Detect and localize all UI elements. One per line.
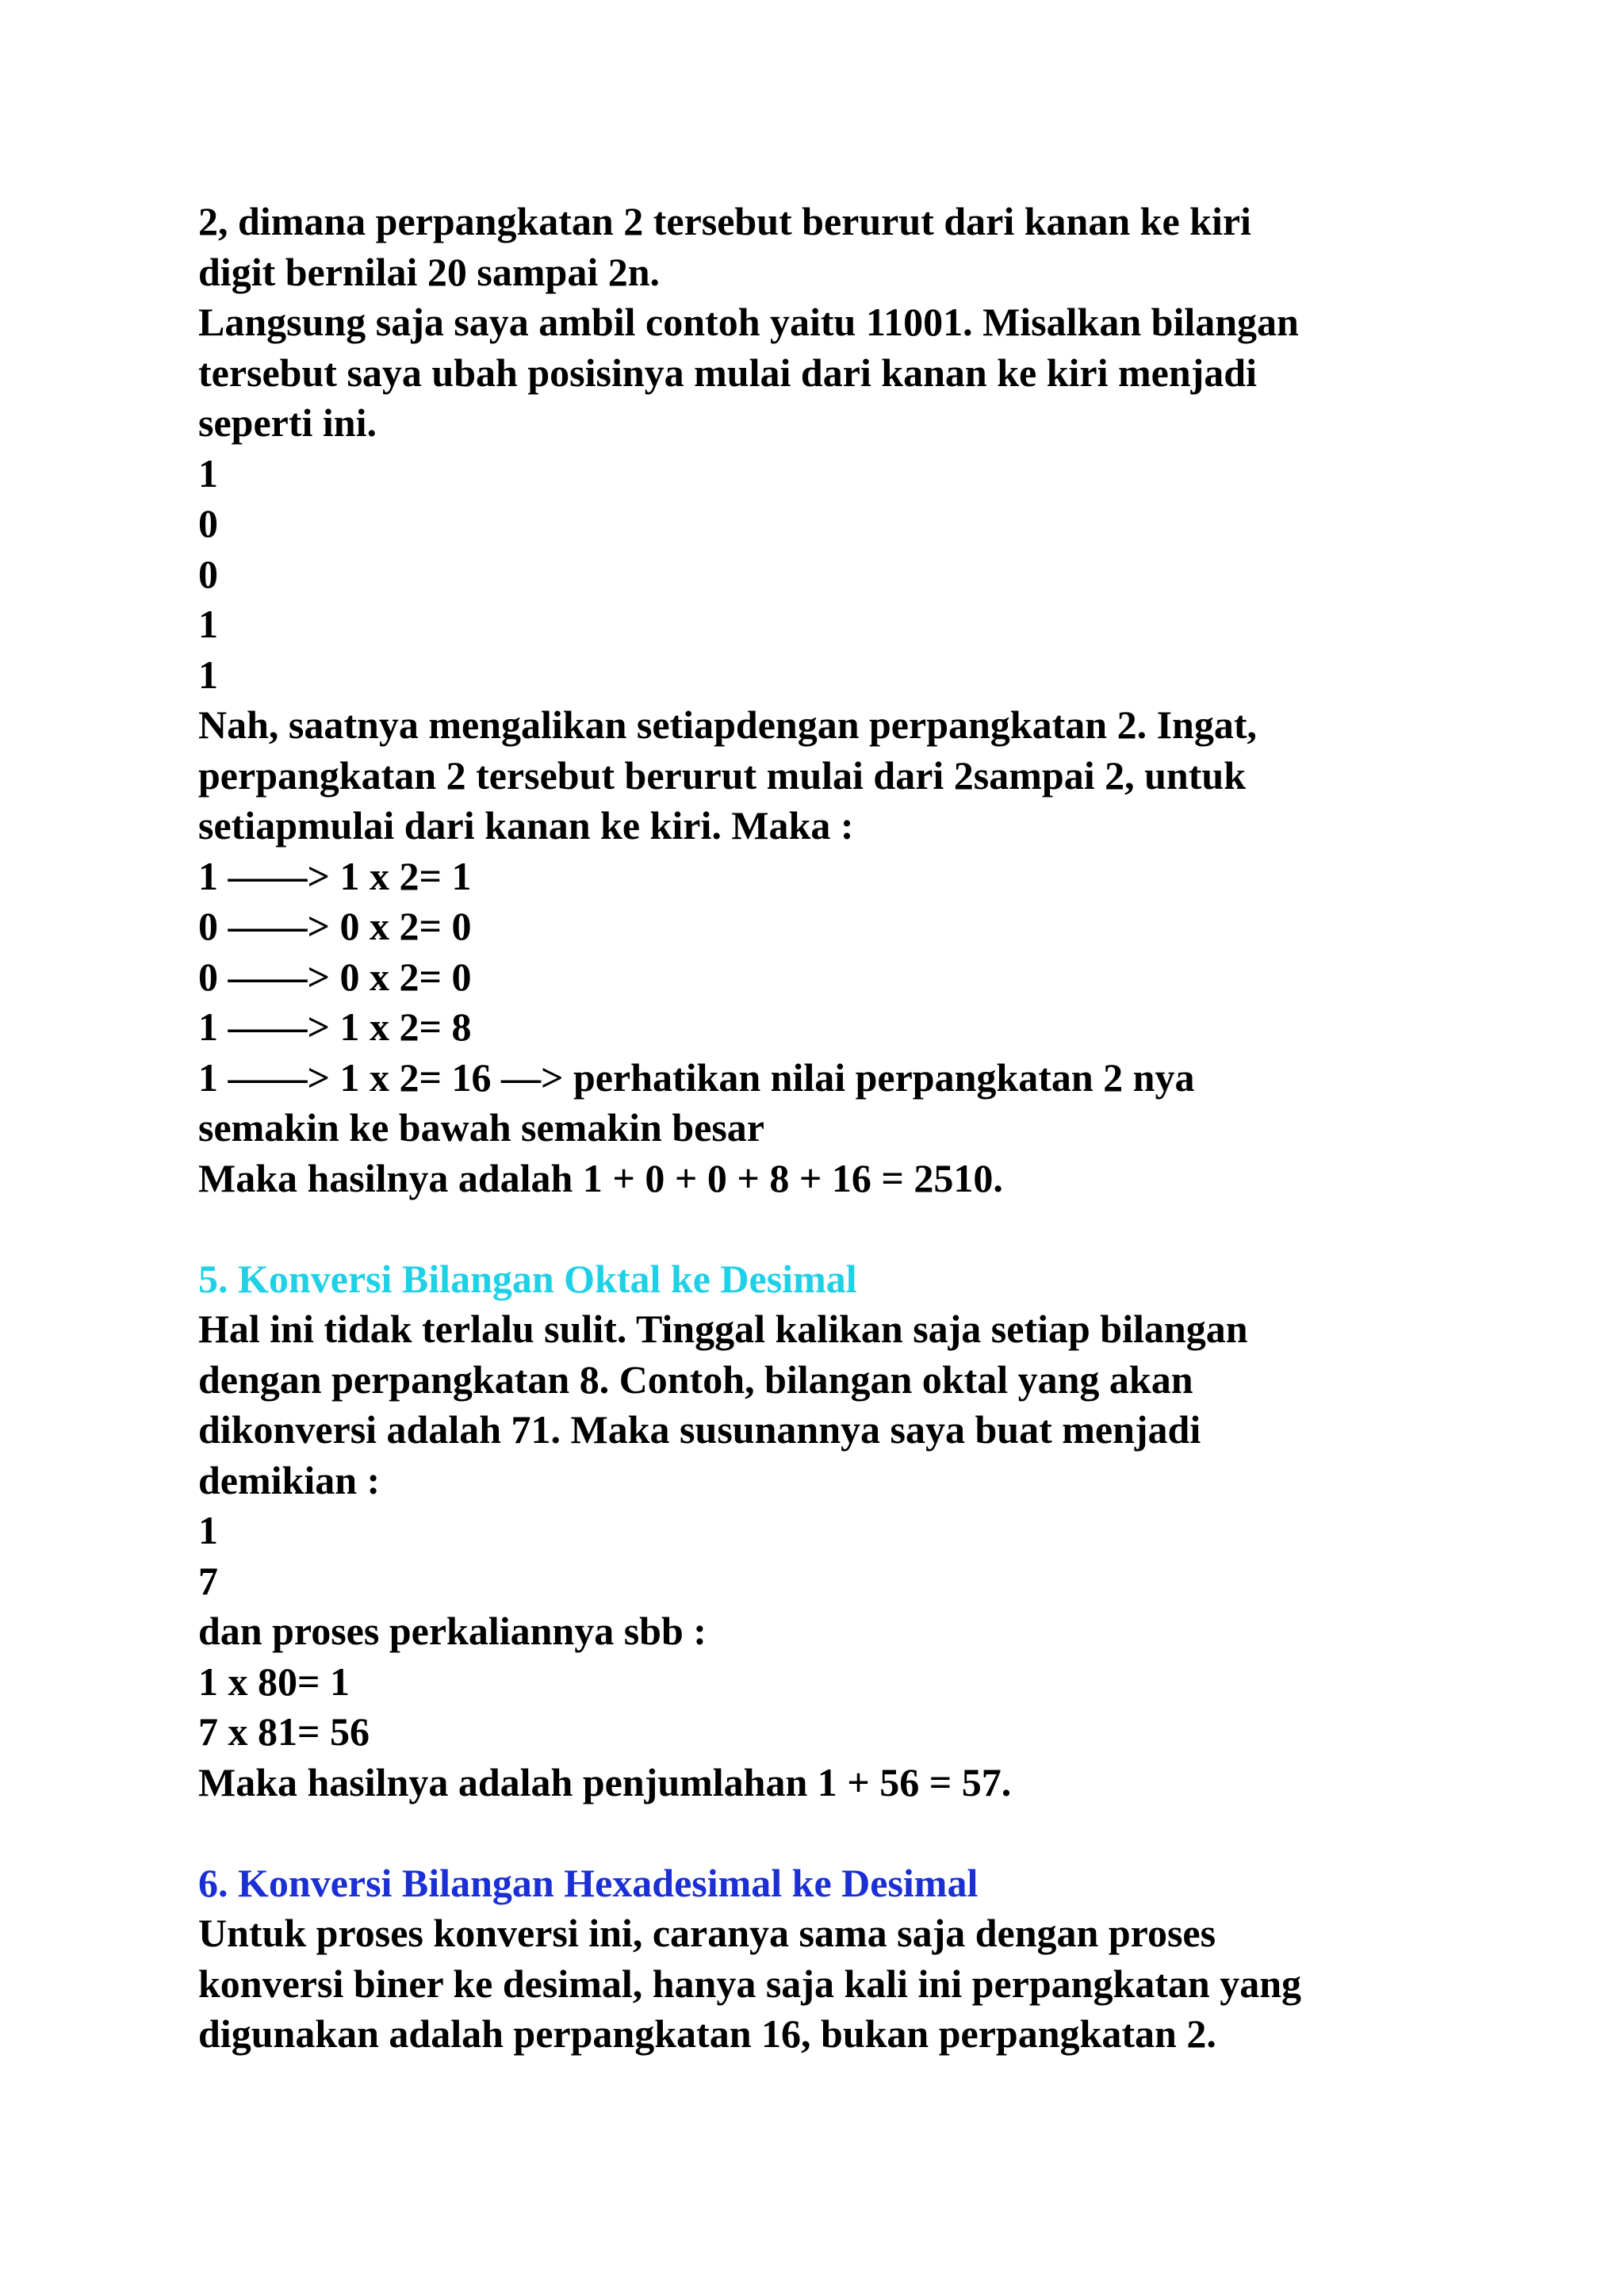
octal-digit: 1 xyxy=(198,1508,218,1552)
section6-line: digunakan adalah perpangkatan 16, bukan perpangkatan 2. xyxy=(198,2011,1216,2056)
instruction-line: perpangkatan 2 tersebut berurut mulai dari 2sampai 2, untuk xyxy=(198,752,1246,798)
intro-line: digit bernilai 20 sampai 2n. xyxy=(198,249,661,294)
section6-heading: 6. Konversi Bilangan Hexadesimal ke Desimal xyxy=(198,1860,979,1905)
intro-line: 2, dimana perpangkatan 2 tersebut berurut dari kanan ke kiri xyxy=(198,199,1251,243)
octal-digit: 7 xyxy=(198,1558,218,1603)
binary-digit: 0 xyxy=(198,501,218,545)
intro-line: Langsung saja saya ambil contoh yaitu 11001. Misalkan bilangan xyxy=(198,300,1299,344)
instruction-line: Nah, saatnya mengalikan setiapdengan perpangkatan 2. Ingat, xyxy=(198,702,1257,747)
section5-line: demikian : xyxy=(198,1457,381,1502)
section6-line: Untuk proses konversi ini, caranya sama saja dengan proses xyxy=(198,1911,1216,1955)
binary-digit: 1 xyxy=(198,450,218,496)
section5-line: Hal ini tidak terlalu sulit. Tinggal kalikan saja setiap bilangan xyxy=(198,1307,1248,1351)
section5-result: Maka hasilnya adalah penjumlahan 1 + 56 = 57. xyxy=(198,1759,1012,1804)
paragraph-spacer xyxy=(198,1808,1435,1858)
section5-line: dengan perpangkatan 8. Contoh, bilangan oktal yang akan xyxy=(198,1357,1193,1402)
calculation-line: 1 ——> 1 x 2= 16 —> perhatikan nilai perpangkatan 2 nya xyxy=(198,1054,1195,1100)
result-line: Maka hasilnya adalah 1 + 0 + 0 + 8 + 16 = 2510. xyxy=(198,1155,1003,1200)
binary-digit: 1 xyxy=(198,652,218,697)
section5-line: dikonversi adalah 71. Maka susunannya saya buat menjadi xyxy=(198,1407,1201,1452)
instruction-line: setiapmulai dari kanan ke kiri. Maka : xyxy=(198,803,854,848)
binary-digit: 0 xyxy=(198,551,218,596)
calculation-line: 0 ——> 0 x 2= 0 xyxy=(198,904,472,948)
octal-calculation: 1 x 80= 1 xyxy=(198,1659,350,1704)
octal-calculation: 7 x 81= 56 xyxy=(198,1709,370,1754)
paragraph-spacer xyxy=(198,1203,1435,1254)
closing-line: semakin ke bawah semakin besar xyxy=(198,1105,764,1150)
binary-digit: 1 xyxy=(198,602,218,646)
process-label: dan proses perkaliannya sbb : xyxy=(198,1609,707,1653)
section6-line: konversi biner ke desimal, hanya saja kali ini perpangkatan yang xyxy=(198,1961,1302,2006)
calculation-line: 1 ——> 1 x 2= 8 xyxy=(198,1004,472,1049)
calculation-line: 0 ——> 0 x 2= 0 xyxy=(198,954,472,999)
document-body xyxy=(198,197,1435,2060)
intro-line: seperti ini. xyxy=(198,400,377,445)
calculation-line: 1 ——> 1 x 2= 1 xyxy=(198,853,472,898)
intro-line: tersebut saya ubah posisinya mulai dari kanan ke kiri menjadi xyxy=(198,350,1257,395)
section5-heading: 5. Konversi Bilangan Oktal ke Desimal xyxy=(198,1256,857,1301)
